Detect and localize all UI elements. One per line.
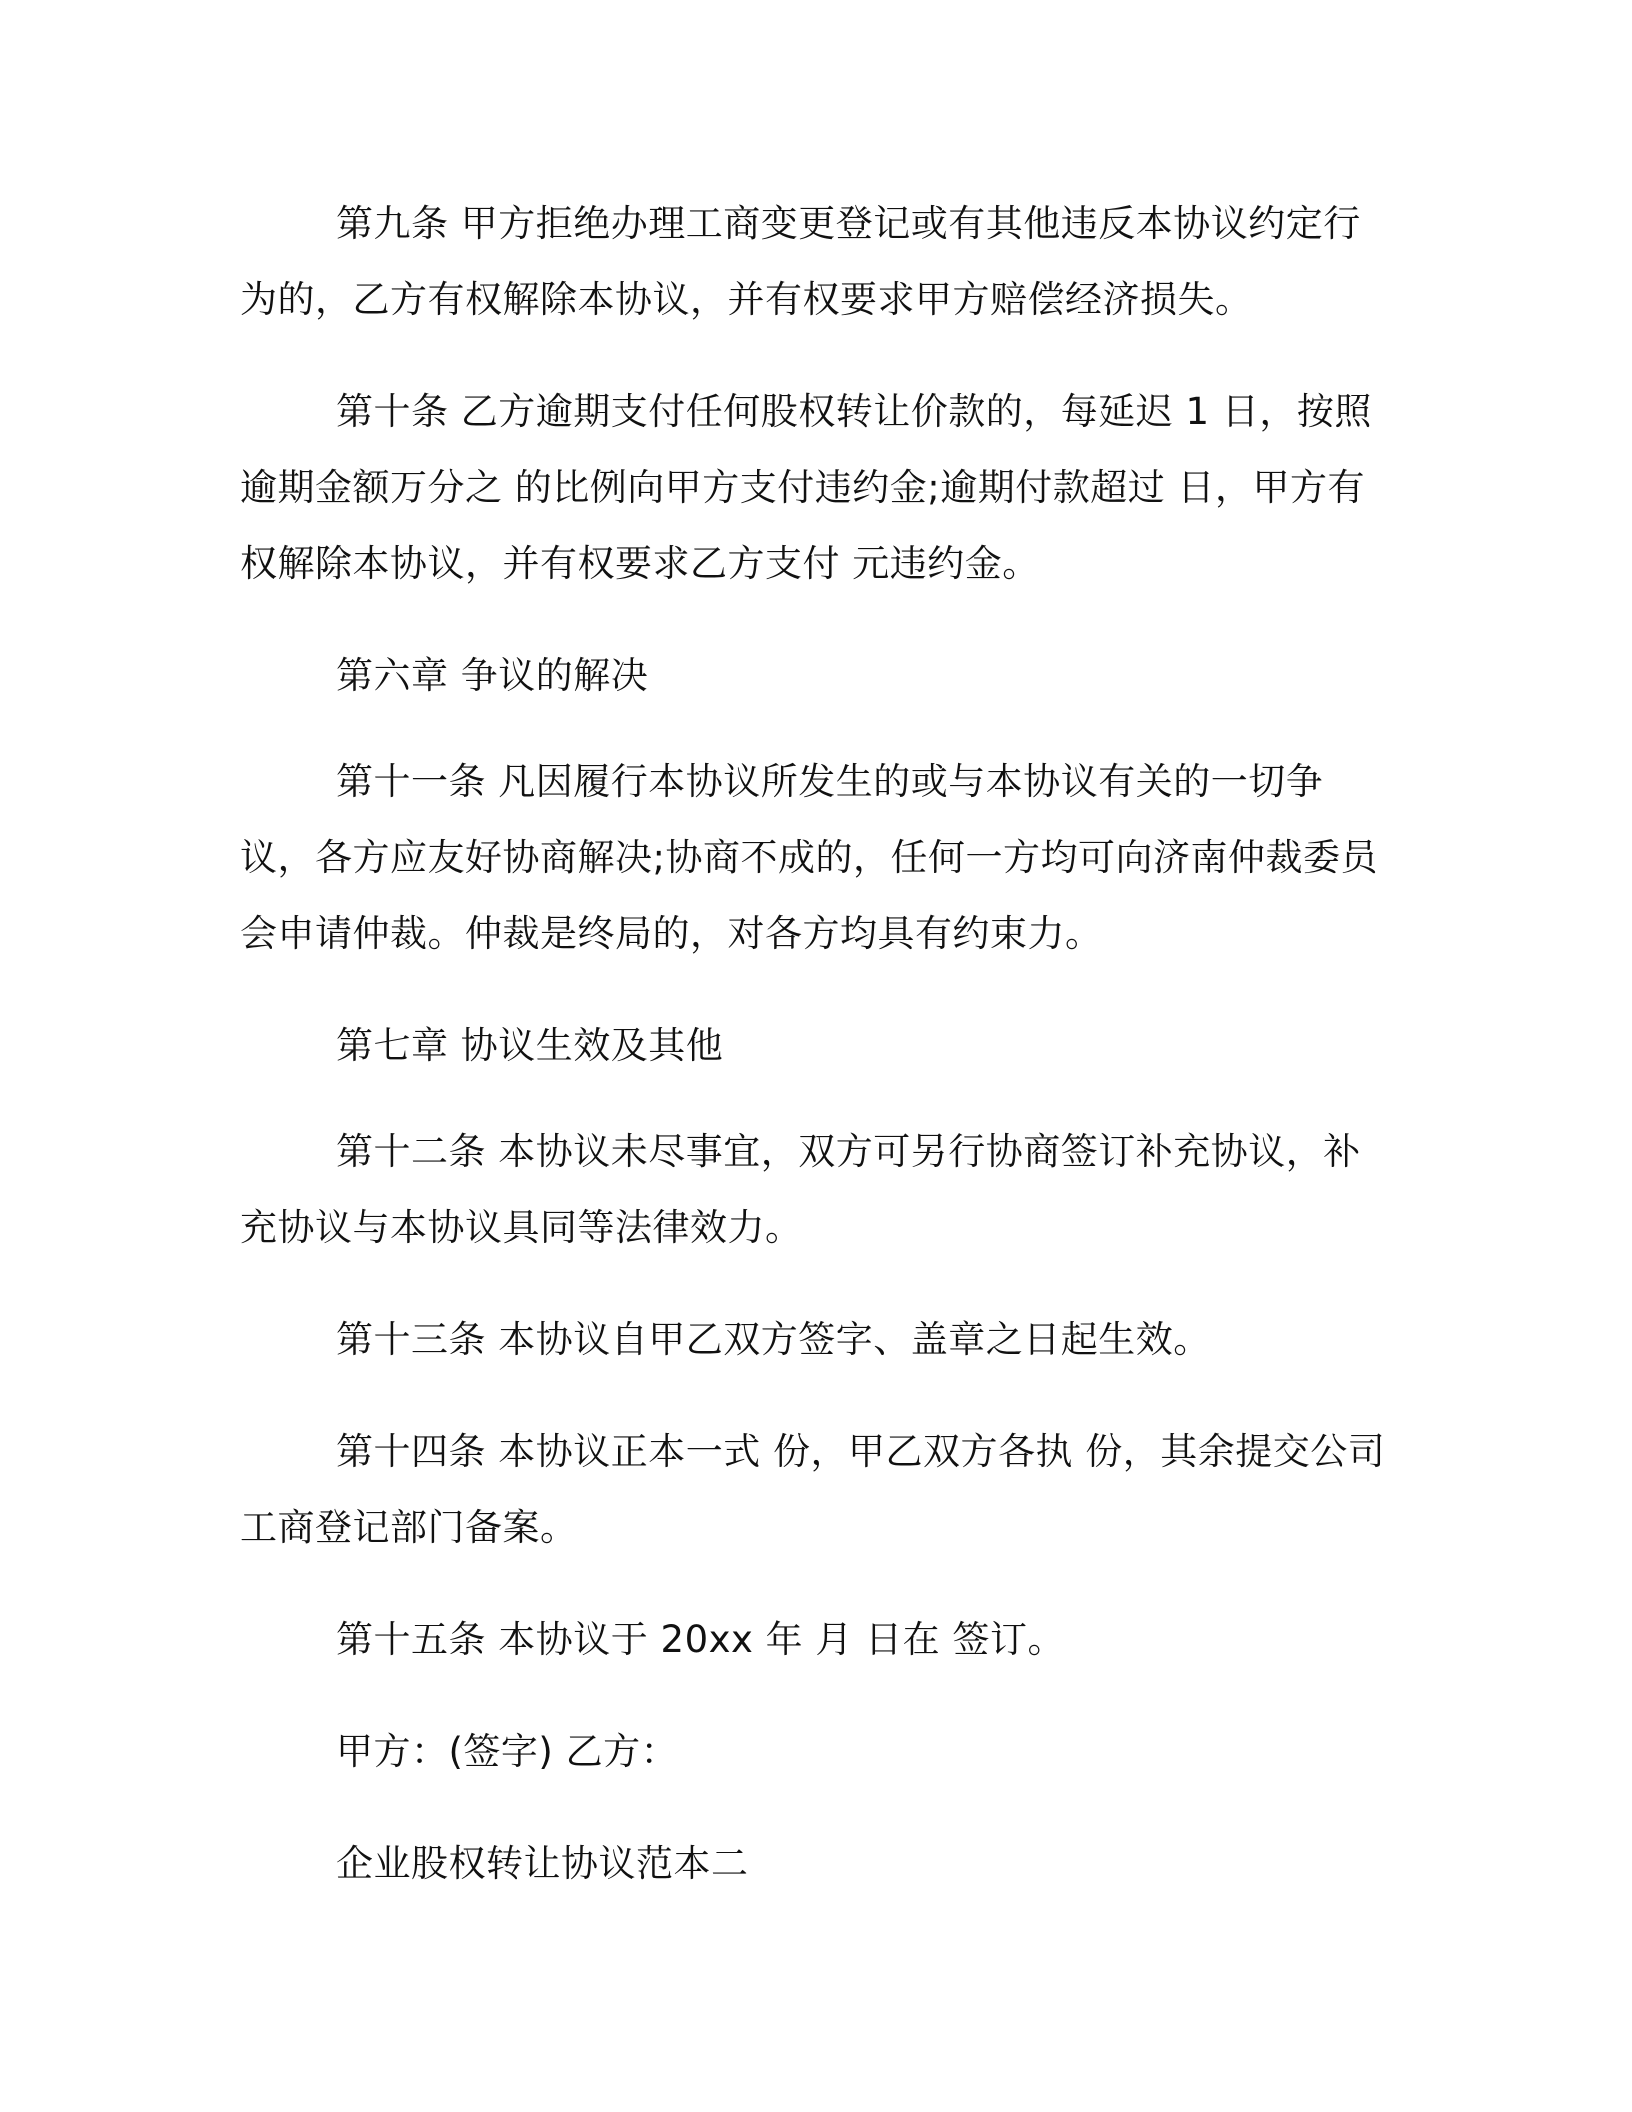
article-14: 第十四条 本协议正本一式 份，甲乙双方各执 份，其余提交公司工商登记部门备案。 [240,1430,1386,1549]
article-13: 第十三条 本协议自甲乙双方签字、盖章之日起生效。 [336,1318,1211,1361]
chapter-7-heading: 第七章 协议生效及其他 [336,1024,724,1067]
article-11: 第十一条 凡因履行本协议所发生的或与本协议有关的一切争议，各方应友好协商解决;协商不成的，任何一方均可向济南仲裁委员会申请仲裁。仲裁是终局的，对各方均具有约束力。 [240,760,1378,955]
article-10: 第十条 乙方逾期支付任何股权转让价款的，每延迟 1 日，按照逾期金额万分之 的比例向甲方支付违约金;逾期付款超过 日，甲方有权解除本协议，并有权要求乙方支付 元违约金。 [240,390,1372,585]
document-body [240,186,1390,1932]
template-2-title: 企业股权转让协议范本二 [336,1842,749,1885]
article-12: 第十二条 本协议未尽事宜，双方可另行协商签订补充协议，补充协议与本协议具同等法律效力。 [240,1130,1361,1249]
signature-line: 甲方：(签字) 乙方： [336,1730,679,1773]
article-9: 第九条 甲方拒绝办理工商变更登记或有其他违反本协议约定行为的，乙方有权解除本协议，并有权要求甲方赔偿经济损失。 [240,202,1361,321]
chapter-6-heading: 第六章 争议的解决 [336,654,649,697]
article-15: 第十五条 本协议于 20xx 年 月 日在 签订。 [336,1618,1065,1661]
